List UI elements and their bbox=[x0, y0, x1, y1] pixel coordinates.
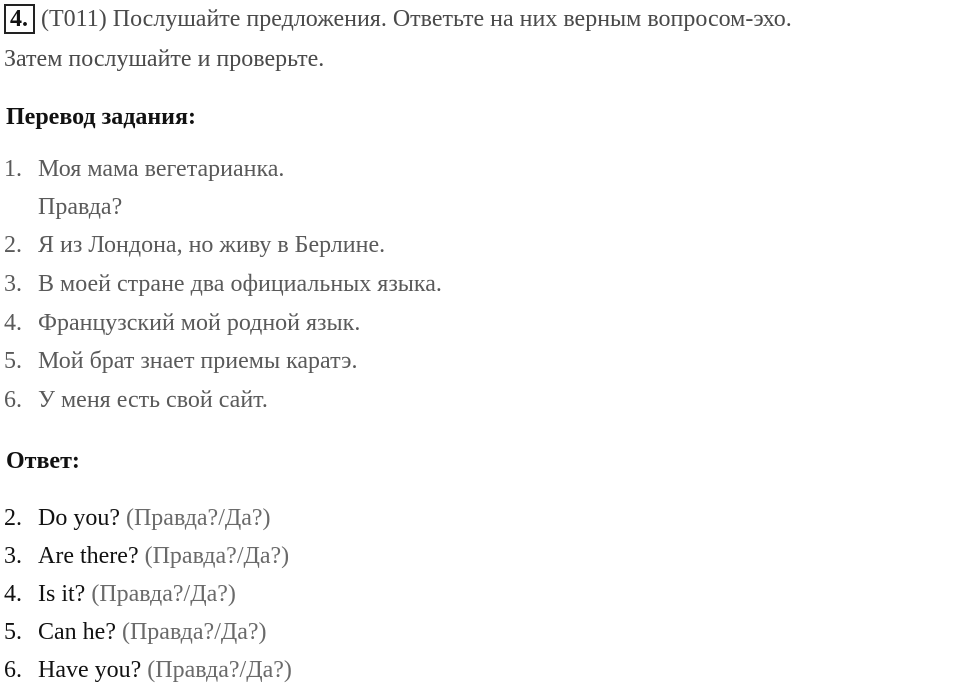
task-number-box: 4. bbox=[4, 4, 35, 34]
item-text: Мой брат знает приемы каратэ. bbox=[38, 348, 358, 374]
answer-english: Can he? bbox=[38, 619, 116, 645]
item-text: В моей стране два официальных языка. bbox=[38, 271, 442, 297]
answer-item bbox=[4, 579, 236, 609]
item-text: Я из Лондона, но живу в Берлине. bbox=[38, 232, 386, 258]
answer-item bbox=[4, 503, 271, 533]
translation-item bbox=[4, 346, 357, 376]
answer-russian: (Правда?/Да?) bbox=[121, 619, 267, 645]
item-number: 5. bbox=[4, 348, 22, 374]
answer-english: Have you? bbox=[38, 657, 142, 683]
item-text: У меня есть свой сайт. bbox=[38, 387, 268, 413]
answer-item bbox=[4, 617, 267, 647]
item-text: Правда? bbox=[38, 194, 123, 220]
answer-english: Are there? bbox=[38, 543, 139, 569]
item-number: 2. bbox=[4, 505, 22, 531]
answer-english: Is it? bbox=[38, 581, 86, 607]
translation-item bbox=[4, 154, 284, 184]
task-instruction-line-2: Затем послушайте и проверьте. bbox=[4, 46, 325, 72]
translation-item bbox=[4, 385, 268, 415]
answer-russian: (Правда?/Да?) bbox=[147, 657, 292, 683]
translation-item bbox=[4, 308, 360, 338]
item-number: 2. bbox=[4, 232, 22, 258]
answer-heading: Ответ: bbox=[6, 448, 80, 474]
task-instruction-line-1 bbox=[4, 4, 792, 34]
item-number: 1. bbox=[4, 156, 22, 182]
item-number: 4. bbox=[4, 310, 22, 336]
answer-english: Do you? bbox=[38, 505, 120, 531]
item-number: 3. bbox=[4, 543, 22, 569]
task-instruction-text-1: (T011) Послушайте предложения. Ответьте на них верным вопросом-эхо. bbox=[41, 6, 792, 32]
item-number: 4. bbox=[4, 581, 22, 607]
item-number: 6. bbox=[4, 657, 22, 683]
item-text: Французский мой родной язык. bbox=[38, 310, 361, 336]
translation-item bbox=[4, 192, 122, 222]
answer-item bbox=[4, 541, 289, 571]
answer-item bbox=[4, 655, 292, 685]
translation-heading: Перевод задания: bbox=[6, 104, 196, 130]
answer-russian: (Правда?/Да?) bbox=[144, 543, 290, 569]
translation-item bbox=[4, 230, 385, 260]
item-text: Моя мама вегетарианка. bbox=[38, 156, 285, 182]
item-number: 6. bbox=[4, 387, 22, 413]
item-number: 5. bbox=[4, 619, 22, 645]
answer-russian: (Правда?/Да?) bbox=[91, 581, 236, 607]
translation-item bbox=[4, 269, 442, 299]
answer-russian: (Правда?/Да?) bbox=[125, 505, 271, 531]
item-number: 3. bbox=[4, 271, 22, 297]
